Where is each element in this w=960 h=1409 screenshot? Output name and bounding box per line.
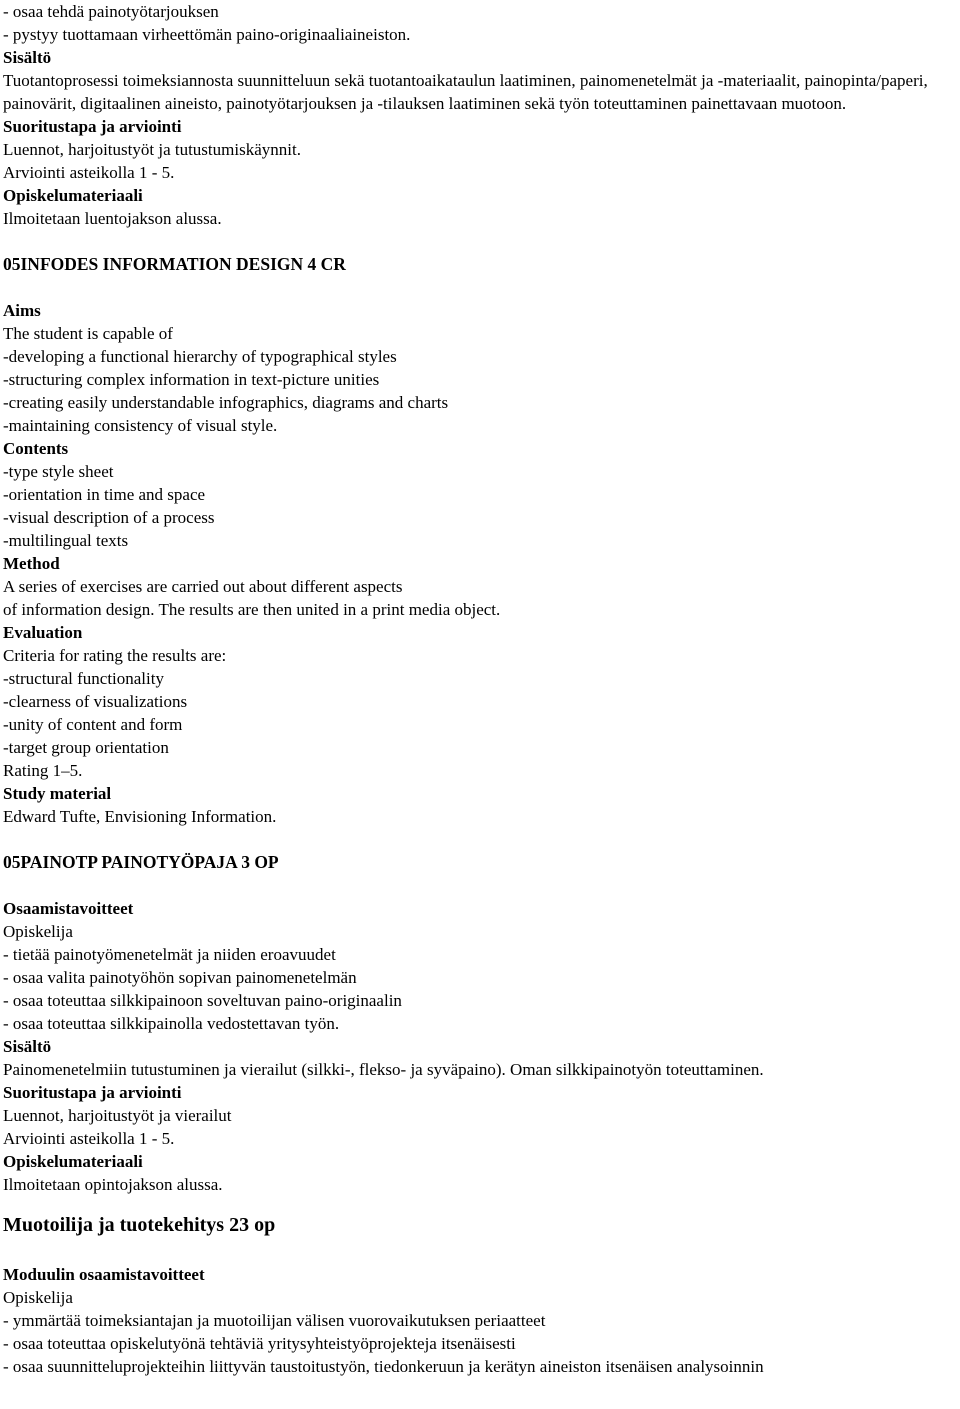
list-item: -visual description of a process — [3, 508, 215, 527]
paragraph-line: A series of exercises are carried out about different aspects — [3, 577, 403, 596]
list-item: Rating 1–5. — [3, 761, 83, 780]
paragraph-line: Arviointi asteikolla 1 - 5. — [3, 1129, 175, 1148]
section-heading: Sisältö — [3, 48, 52, 67]
list-item: -clearness of visualizations — [3, 692, 188, 711]
course-title: 05PAINOTP PAINOTYÖPAJA 3 OP — [3, 852, 279, 872]
list-item: -developing a functional hierarchy of typographical styles — [3, 347, 397, 366]
list-item: Opiskelija — [3, 922, 73, 941]
section-heading: Evaluation — [3, 623, 83, 642]
section-heading: Suoritustapa ja arviointi — [3, 1083, 182, 1102]
module-title: Muotoilija ja tuotekehitys 23 op — [3, 1214, 276, 1236]
paragraph: Tuotantoprosessi toimeksiannosta suunnitteluun sekä tuotantoaikataulun laatiminen, painomenetelmät ja -materiaalit, painopinta/paperi, painovärit, digitaalinen aineisto, painotyötarjouksen ja -tilauksen laatiminen sekä työn toteuttaminen painettavaan muotoon. — [3, 71, 928, 113]
list-item: - osaa tehdä painotyötarjouksen — [3, 2, 219, 21]
list-item: Criteria for rating the results are: — [3, 646, 227, 665]
list-item: Opiskelija — [3, 1288, 73, 1307]
course-infodes — [3, 253, 960, 828]
module-section — [3, 1210, 960, 1378]
list-item: - osaa toteuttaa opiskelutyönä tehtäviä yritysyhteistyöprojekteja itsenäisesti — [3, 1334, 516, 1353]
list-item: The student is capable of — [3, 324, 173, 343]
course-painotp — [3, 851, 960, 1196]
section-heading: Opiskelumateriaali — [3, 186, 143, 205]
prev-section — [3, 0, 960, 230]
list-item: -multilingual texts — [3, 531, 129, 550]
list-item: -structural functionality — [3, 669, 164, 688]
section-heading: Contents — [3, 439, 69, 458]
list-item: - tietää painotyömenetelmät ja niiden eroavuudet — [3, 945, 336, 964]
section-heading: Osaamistavoitteet — [3, 899, 134, 918]
list-item: -type style sheet — [3, 462, 114, 481]
list-item: - osaa valita painotyöhön sopivan painomenetelmän — [3, 968, 357, 987]
section-heading: Moduulin osaamistavoitteet — [3, 1265, 205, 1284]
list-item: - osaa toteuttaa silkkipainolla vedostettavan työn. — [3, 1014, 340, 1033]
list-item: -orientation in time and space — [3, 485, 206, 504]
paragraph-line: Luennot, harjoitustyöt ja tutustumiskäynnit. — [3, 140, 301, 159]
list-item: -structuring complex information in text-picture unities — [3, 370, 380, 389]
paragraph-line: Arviointi asteikolla 1 - 5. — [3, 163, 175, 182]
paragraph-line: Ilmoitetaan opintojakson alussa. — [3, 1175, 223, 1194]
paragraph-line: Edward Tufte, Envisioning Information. — [3, 807, 277, 826]
list-item: - pystyy tuottamaan virheettömän paino-originaaliaineiston. — [3, 25, 411, 44]
paragraph-line: Luennot, harjoitustyöt ja vierailut — [3, 1106, 232, 1125]
section-heading: Sisältö — [3, 1037, 52, 1056]
list-item: -unity of content and form — [3, 715, 183, 734]
course-title: 05INFODES INFORMATION DESIGN 4 CR — [3, 254, 346, 274]
list-item: - osaa suunnitteluprojekteihin liittyvän taustoitustyön, tiedonkeruun ja kerätyn aineiston itsenäisen analysoinnin — [3, 1357, 764, 1376]
list-item: -target group orientation — [3, 738, 169, 757]
section-heading: Method — [3, 554, 60, 573]
list-item: -creating easily understandable infographics, diagrams and charts — [3, 393, 449, 412]
list-item: -maintaining consistency of visual style. — [3, 416, 278, 435]
list-item: - osaa toteuttaa silkkipainoon soveltuvan paino-originaalin — [3, 991, 402, 1010]
list-item: - ymmärtää toimeksiantajan ja muotoilijan välisen vuorovaikutuksen periaatteet — [3, 1311, 546, 1330]
section-heading: Aims — [3, 301, 41, 320]
section-heading: Suoritustapa ja arviointi — [3, 117, 182, 136]
section-heading: Study material — [3, 784, 112, 803]
paragraph-line: Ilmoitetaan luentojakson alussa. — [3, 209, 222, 228]
paragraph-line: of information design. The results are then united in a print media object. — [3, 600, 501, 619]
paragraph-line: Painomenetelmiin tutustuminen ja vierailut (silkki-, flekso- ja syväpaino). Oman silkkipainotyön toteuttaminen. — [3, 1060, 764, 1079]
section-heading: Opiskelumateriaali — [3, 1152, 143, 1171]
